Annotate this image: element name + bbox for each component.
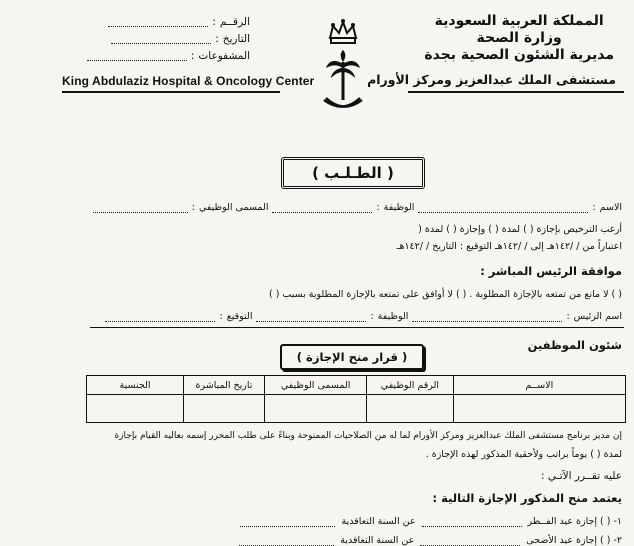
col-job-title-header: المسمى الوظيفي: [264, 376, 366, 395]
leave-item-2-blank[interactable]: [420, 535, 520, 546]
leave-item-1-label: ١- ( ) إجازة عيد الفــطر: [527, 516, 622, 527]
cell-name[interactable]: [453, 395, 625, 423]
manager-approval-options: ( ) لا مانع من تمتعه بالإجازة المطلوبة . ( ) لا أوافق على تمتعه بالإجازة المطلوبة بسبب ( ): [268, 289, 622, 300]
name-row: الاسم : الوظيفة : المسمى الوظيفي :: [2, 202, 622, 213]
col-start-date-header: تاريخ المباشرة: [184, 376, 265, 395]
ref-number-blank[interactable]: [108, 16, 208, 27]
manager-row: اسم الرئيس : الوظيفة : التوقيع :: [105, 311, 622, 322]
manager-divider: [90, 327, 624, 328]
name-blank[interactable]: [418, 202, 588, 213]
ref-attachments-label: المشفوعات: [198, 49, 250, 62]
table-header-row: [87, 376, 626, 395]
leave-item-1-year-blank[interactable]: [240, 516, 335, 527]
reference-fields: [70, 13, 250, 64]
col-nationality-header: الجنسية: [87, 376, 184, 395]
hospital-name-ar: مستشفى الملك عبدالعزيز ومركز الأورام: [367, 72, 616, 87]
leave-request-line: أرغب الترخيص بإجازة ( ) لمدة ( ) وإجازة ( ) لمدة (: [418, 224, 622, 235]
ref-attachments-blank[interactable]: [87, 50, 187, 61]
col-name-header: الاســم: [453, 376, 625, 395]
ref-number-row: : الرقــم: [70, 13, 250, 30]
leave-item-2: [239, 535, 622, 546]
cell-job-title[interactable]: [264, 395, 366, 423]
manager-signature-blank[interactable]: [105, 311, 215, 322]
manager-name-blank[interactable]: [412, 311, 562, 322]
ref-number-label: الرقــم: [219, 15, 250, 28]
job-title-blank[interactable]: [93, 202, 188, 213]
job-blank[interactable]: [272, 202, 372, 213]
hr-heading: شئون الموظفين: [527, 338, 622, 352]
ref-date-label: التاريخ: [222, 32, 250, 45]
leave-item-2-year-blank[interactable]: [239, 535, 334, 546]
leave-item-2-suffix: عن السنة التعاقدية: [340, 535, 415, 546]
manager-signature-label: التوقيع: [226, 311, 253, 322]
decision-text-3: عليه تقــرر الآتـي :: [541, 470, 622, 482]
approved-leave-heading: يعتمد منح المذكور الإجازة التالية :: [432, 491, 622, 505]
leave-item-1-blank[interactable]: [422, 516, 522, 527]
cell-employee-number[interactable]: [367, 395, 453, 423]
cell-nationality[interactable]: [87, 395, 184, 423]
ref-date-blank[interactable]: [111, 33, 211, 44]
manager-job-label: الوظيفة: [377, 311, 409, 322]
cell-start-date[interactable]: [184, 395, 265, 423]
leave-item-1: [240, 516, 622, 527]
leave-item-1-suffix: عن السنة التعاقدية: [341, 516, 416, 527]
leave-decision-title: ( قرار منح الإجازة ): [280, 344, 424, 370]
hospital-name-en: King Abdulaziz Hospital & Oncology Center: [62, 74, 315, 88]
job-label: الوظيفة: [383, 202, 415, 213]
decision-text-1: إن مدير برنامج مستشفى الملك عبدالعزيز ومركز الأورام لما له من الصلاحيات الممنوحة وبناءً على طلب المحرر إسمه بعاليه القيام بإجازة: [114, 431, 622, 441]
table-row: [87, 395, 626, 423]
form-title: ( الطـلـب ): [281, 157, 425, 189]
ref-date-row: : التاريخ: [70, 30, 250, 47]
name-label: الاسم: [599, 202, 622, 213]
decision-text-2: لمدة ( ) يوماً براتب ولأحقية المذكور لهذه الإجازة .: [425, 449, 622, 460]
manager-name-label: اسم الرئيس: [573, 311, 622, 322]
employee-table: [86, 375, 626, 423]
ministry-header: [424, 13, 614, 64]
manager-job-blank[interactable]: [256, 311, 366, 322]
directorate-name: مديرية الشئون الصحية بجدة: [424, 47, 614, 63]
header-rule-right: [408, 91, 624, 93]
ref-attachments-row: : المشفوعات: [70, 47, 250, 64]
kingdom-name: المملكة العربية السعودية: [434, 13, 604, 29]
job-title-label: المسمى الوظيفي: [198, 202, 269, 213]
manager-approval-heading: موافقة الرئيس المباشر :: [480, 264, 622, 278]
header-rule-left: [62, 91, 280, 93]
col-employee-number-header: الرقم الوظيفي: [367, 376, 453, 395]
leave-item-2-label: ٢- ( ) إجازة عيد الأضحى: [526, 535, 622, 546]
ministry-name: وزارة الصحة: [476, 30, 562, 46]
leave-dates-line: اعتباراً من / /١٤٢هـ إلى / /١٤٢هـ التوقيع : التاريخ / /١٤٢هـ: [396, 241, 622, 252]
